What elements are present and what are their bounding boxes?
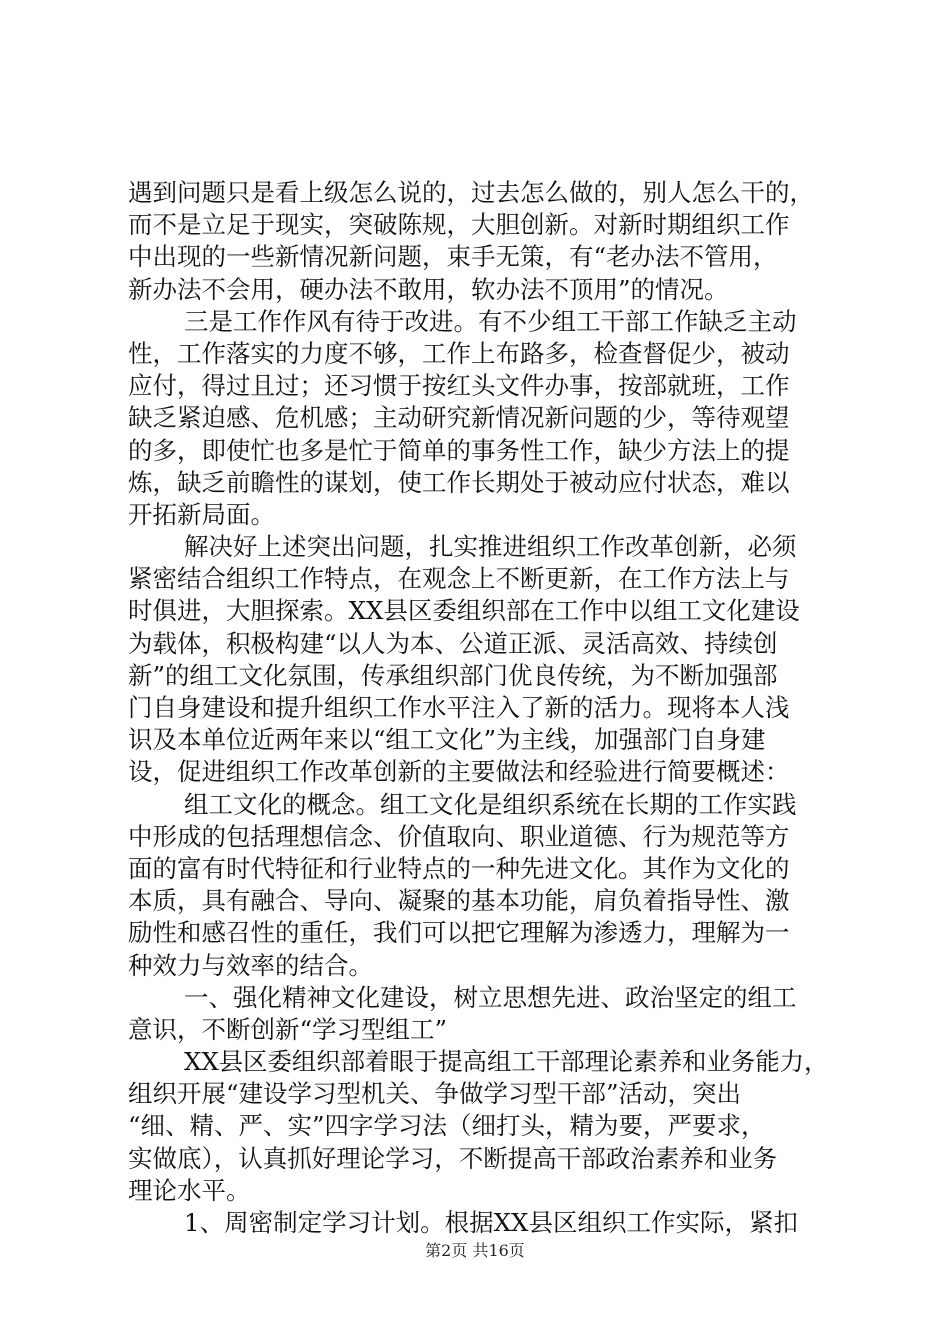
text-line: 新”的组工文化氛围，传承组织部门优良传统，为不断加强部 — [128, 660, 778, 690]
text-line: 设，促进组织工作改革创新的主要做法和经验进行简要概述： — [128, 757, 790, 787]
text-line: 开拓新局面。 — [128, 499, 275, 529]
document-body — [128, 177, 828, 1239]
text-line: 中形成的包括理想信念、价值取向、职业道德、行为规范等方 — [128, 821, 790, 851]
text-line: 种效力与效率的结合。 — [128, 950, 373, 980]
text-line: 时俱进，大胆探索。XX县区委组织部在工作中以组工文化建设 — [128, 596, 800, 626]
text-line: 中出现的一些新情况新问题，束手无策，有“老办法不管用， — [128, 242, 778, 272]
text-line: 炼，缺乏前瞻性的谋划，使工作长期处于被动应付状态，难以 — [128, 467, 790, 497]
text-line: 面的富有时代特征和行业特点的一种先进文化。其作为文化的 — [128, 853, 790, 883]
text-line: 识及本单位近两年来以“组工文化”为主线，加强部门自身建 — [128, 725, 766, 755]
text-line: 组织开展“建设学习型机关、争做学习型干部”活动，突出 — [128, 1079, 742, 1109]
text-line: “细、精、严、实”四字学习法（细打头，精为要，严要求， — [128, 1111, 766, 1141]
text-line: 一、强化精神文化建设，树立思想先进、政治坚定的组工 — [184, 982, 797, 1012]
text-line: 而不是立足于现实，突破陈规，大胆创新。对新时期组织工作 — [128, 210, 790, 240]
text-line: 组工文化的概念。组工文化是组织系统在长期的工作实践 — [184, 789, 797, 819]
text-line: 缺乏紧迫感、危机感；主动研究新情况新问题的少，等待观望 — [128, 403, 790, 433]
text-line: 门自身建设和提升组织工作水平注入了新的活力。现将本人浅 — [128, 693, 790, 722]
text-line: XX县区委组织部着眼于提高组工干部理论素养和业务能力， — [184, 1047, 829, 1077]
page-footer: 第2页 共16页 — [425, 1241, 525, 1260]
text-line: 理论水平。 — [128, 1175, 251, 1205]
text-line: 性，工作落实的力度不够，工作上布路多，检查督促少，被动 — [128, 338, 790, 368]
text-line: 励性和感召性的重任，我们可以把它理解为渗透力，理解为一 — [128, 918, 790, 948]
text-line: 意识，不断创新“学习型组工” — [128, 1014, 448, 1044]
text-line: 1、周密制定学习计划。根据XX县区组织工作实际，紧扣 — [184, 1208, 798, 1237]
text-line: 遇到问题只是看上级怎么说的，过去怎么做的，别人怎么干的， — [128, 178, 814, 207]
text-line: 本质，具有融合、导向、凝聚的基本功能，肩负着指导性、激 — [128, 886, 790, 916]
text-line: 三是工作作风有待于改进。有不少组工干部工作缺乏主动 — [184, 306, 797, 336]
text-line: 实做底），认真抓好理论学习，不断提高干部政治素养和业务 — [128, 1143, 778, 1173]
text-line: 新办法不会用，硬办法不敢用，软办法不顶用”的情况。 — [128, 274, 729, 304]
text-line: 的多，即使忙也多是忙于简单的事务性工作，缺少方法上的提 — [128, 435, 790, 465]
text-line: 解决好上述突出问题，扎实推进组织工作改革创新，必须 — [184, 532, 797, 562]
text-line: 为载体，积极构建“以人为本、公道正派、灵活高效、持续创 — [128, 628, 778, 658]
text-line: 应付，得过且过；还习惯于按红头文件办事，按部就班，工作 — [128, 371, 790, 401]
text-line: 紧密结合组织工作特点，在观念上不断更新，在工作方法上与 — [128, 564, 790, 594]
